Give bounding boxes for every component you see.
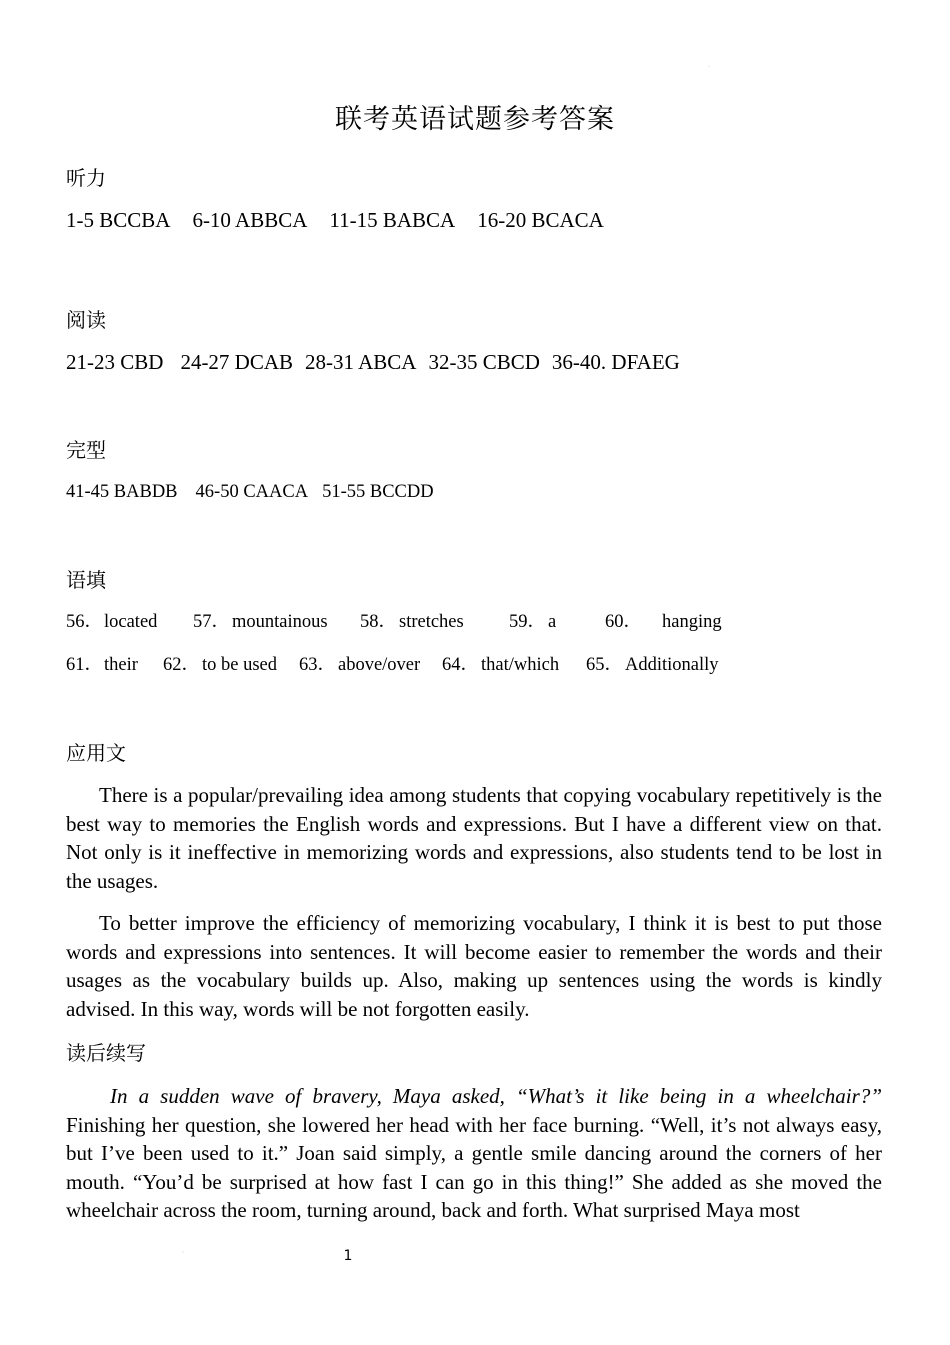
item-answer: to be used xyxy=(202,655,278,675)
reading-answers xyxy=(66,348,680,376)
answer-group: 51-55 BCCDD xyxy=(322,482,434,502)
practical-writing-paragraph-1: There is a popular/prevailing idea among students that copying vocabulary repetitively is the best way to memories the English words and expressions. But I have a different view on that. Not only is it ineffective in memorizing words and expressions, also students tend to be lost in the usages. xyxy=(66,783,882,893)
section-heading-cloze: 完型 xyxy=(66,438,106,462)
answer-group: 24-27 DCAB xyxy=(180,350,294,374)
section-heading-reading: 阅读 xyxy=(66,308,106,332)
item-number: 62． xyxy=(163,655,201,675)
answer-group: 41-45 BABDB xyxy=(66,482,178,502)
item-number: 58． xyxy=(360,612,398,632)
item-number: 64． xyxy=(442,655,480,675)
listening-answers xyxy=(66,206,604,234)
answer-group: 28-31 ABCA xyxy=(305,350,417,374)
item-number: 65． xyxy=(586,655,624,675)
item-number: 60． xyxy=(605,612,643,632)
section-heading-practical-writing: 应用文 xyxy=(66,741,126,765)
continuation-writing-paragraph xyxy=(66,1082,882,1225)
answer-group: 6-10 ABBCA xyxy=(192,208,308,232)
item-answer: a xyxy=(548,612,557,632)
page-title: 联考英语试题参考答案 xyxy=(335,104,615,135)
practical-writing-paragraph-2: To better improve the efficiency of memorizing vocabulary, I think it is best to put those words and expressions into sentences. It will become easier to remember the words and their usages as the vocabulary builds up. Also, making up sentences using the words is kindly advised. In this way, words will be not forgotten easily. xyxy=(66,911,882,1021)
answer-group: 21-23 CBD xyxy=(66,350,164,374)
item-answer: mountainous xyxy=(232,612,328,632)
item-number: 59． xyxy=(509,612,547,632)
scan-speck: · xyxy=(182,1250,184,1256)
item-answer: stretches xyxy=(399,612,464,632)
answer-group: 32-35 CBCD xyxy=(428,350,540,374)
item-answer: above/over xyxy=(338,655,421,675)
opening-sentence: In a sudden wave of bravery, Maya asked, “What’s it like being in a wheelchair?” xyxy=(110,1084,882,1108)
answer-group: 16-20 BCACA xyxy=(477,208,604,232)
section-heading-grammar-fill: 语填 xyxy=(66,568,106,592)
item-answer: Additionally xyxy=(625,655,719,675)
answer-group: 1-5 BCCBA xyxy=(66,208,171,232)
item-number: 63． xyxy=(299,655,337,675)
scan-speck: · xyxy=(708,64,710,70)
item-answer: hanging xyxy=(662,612,722,632)
section-heading-continuation-writing: 读后续写 xyxy=(66,1041,146,1065)
answer-group: 11-15 BABCA xyxy=(329,208,456,232)
item-answer: their xyxy=(104,655,138,675)
page-number: 1 xyxy=(343,1248,353,1264)
item-number: 57． xyxy=(193,612,231,632)
item-number: 61． xyxy=(66,655,104,675)
answer-group: 46-50 CAACA xyxy=(195,482,309,502)
item-number: 56． xyxy=(66,612,104,632)
cloze-answers xyxy=(66,479,434,505)
continuation-text: Finishing her question, she lowered her head with her face burning. “Well, it’s not always easy, but I’ve been used to it.” Joan said simply, a gentle smile dancing around the corners of her mouth. “You’d be surprised at how fast I can go in this thing!” She added as she moved the wheelchair across the room, turning around, back and forth. What surprised Maya most xyxy=(66,1112,882,1222)
item-answer: located xyxy=(104,612,158,632)
item-answer: that/which xyxy=(481,655,560,675)
section-heading-listening: 听力 xyxy=(66,166,106,190)
answer-group: 36-40. DFAEG xyxy=(551,350,680,374)
